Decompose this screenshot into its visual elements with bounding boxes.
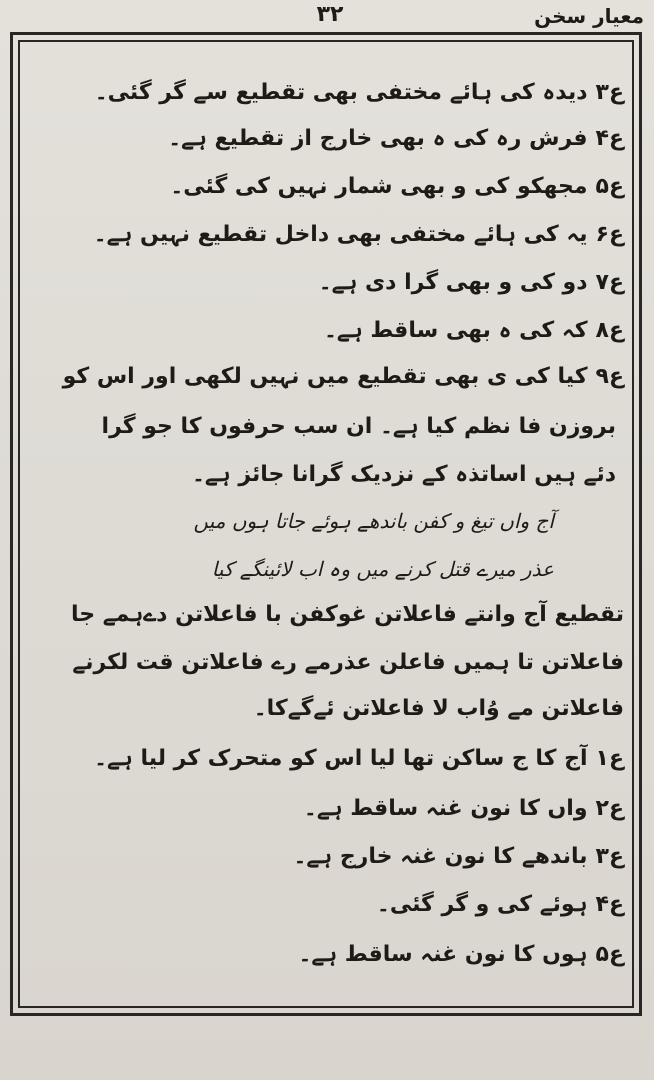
line-text: دئے ہیں اساتذہ کے نزدیک گرانا جائز ہے۔ <box>191 462 616 487</box>
page-number: ۳۲ <box>316 2 344 27</box>
text-line <box>102 412 624 442</box>
note-line <box>94 744 624 774</box>
note-text: آج کا ج ساکن تھا لیا اس کو متحرک کر لیا ہے۔ <box>94 746 588 771</box>
line-number: ع۶ <box>595 222 624 247</box>
line-text: دو کی و بھی گرا دی ہے۔ <box>318 270 588 295</box>
text-line <box>319 268 624 298</box>
taqti-line: فاعلاتن تا ہمیں فاعلن عذرمے رے فاعلاتن قت لکرنے <box>72 650 624 675</box>
note-text: ہوئے کی و گر گئی۔ <box>376 892 588 917</box>
line-text: فرش رہ کی ہ بھی خارج از تقطیع ہے۔ <box>168 126 588 151</box>
text-line <box>94 220 624 250</box>
line-text: مجھکو کی و بھی شمار نہیں کی گئی۔ <box>170 174 588 199</box>
verse-line: آج واں تیغ و کفن باندھے ہوئے جاتا ہوں میں <box>193 509 554 533</box>
verse-line: عذر میرے قتل کرنے میں وہ اب لائینگے کیا <box>211 557 554 581</box>
book-title: معیار سخن <box>534 4 644 28</box>
text-line <box>168 124 624 154</box>
note-number: ع۵ <box>595 942 624 967</box>
line-text: کیا کی ی بھی تقطیع میں نہیں لکھی اور اس کو <box>62 364 588 389</box>
note-number: ع۳ <box>595 844 624 869</box>
line-number: ع۴ <box>595 126 624 151</box>
taqti-line: فاعلاتن مے وُاب لا فاعلاتن ئےگےکا۔ <box>253 696 624 721</box>
note-text: ہوں کا نون غنہ ساقط ہے۔ <box>298 942 588 967</box>
note-text: باندھے کا نون غنہ خارج ہے۔ <box>293 844 588 869</box>
page-content <box>30 60 624 1000</box>
line-number: ع۵ <box>595 174 624 199</box>
note-number: ع۴ <box>595 892 624 917</box>
line-number: ع۷ <box>595 270 624 295</box>
line-text: یہ کی ہائے مختفی بھی داخل تقطیع نہیں ہے۔ <box>93 222 588 247</box>
note-number: ع۱ <box>595 746 624 771</box>
note-line <box>377 890 624 920</box>
line-number: ع۹ <box>595 364 624 389</box>
note-line <box>304 794 624 824</box>
line-number: ع۳ <box>595 80 624 105</box>
line-number: ع۸ <box>595 318 624 343</box>
line-text: دیدہ کی ہائے مختفی بھی تقطیع سے گر گئی۔ <box>94 80 588 105</box>
note-number: ع۲ <box>595 796 624 821</box>
text-line <box>324 316 624 346</box>
line-text: کہ کی ہ بھی ساقط ہے۔ <box>324 318 588 343</box>
text-line <box>95 78 624 108</box>
line-text: بروزن فا نظم کیا ہے۔ ان سب حرفوں کا جو گرا <box>101 414 616 439</box>
text-line <box>192 460 624 490</box>
taqti-line: تقطیع آج وانتے فاعلاتن غوکفن با فاعلاتن دےہمے جا <box>70 602 624 627</box>
text-line <box>63 362 624 392</box>
note-text: واں کا نون غنہ ساقط ہے۔ <box>303 796 588 821</box>
text-line <box>170 172 624 202</box>
note-line <box>298 940 624 970</box>
note-line <box>294 842 625 872</box>
